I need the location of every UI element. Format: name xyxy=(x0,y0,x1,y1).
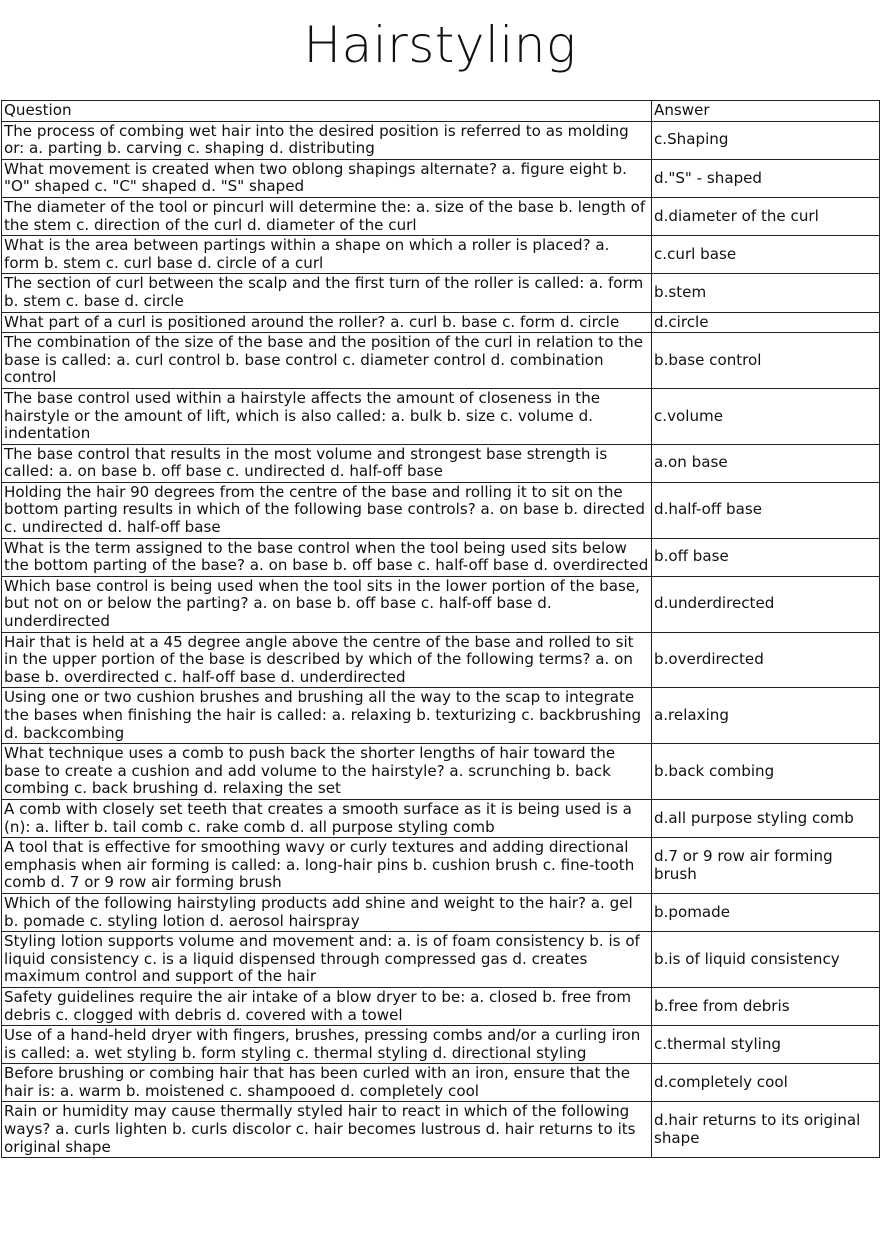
table-row xyxy=(2,1026,880,1064)
question-cell: What is the term assigned to the base control when the tool being used sits below the bottom parting of the base? a. on base b. off base c. half-off base d. overdirected xyxy=(2,538,652,576)
answer-cell: d.half-off base xyxy=(652,482,880,538)
answer-cell: d.hair returns to its original shape xyxy=(652,1102,880,1158)
answer-cell: b.free from debris xyxy=(652,987,880,1025)
table-row xyxy=(2,197,880,235)
answer-cell: d.7 or 9 row air forming brush xyxy=(652,838,880,894)
answer-cell: b.overdirected xyxy=(652,632,880,688)
answer-cell: b.base control xyxy=(652,333,880,389)
question-cell: What movement is created when two oblong shapings alternate? a. figure eight b. "O" shaped c. "C" shaped d. "S" shaped xyxy=(2,159,652,197)
qa-table-body xyxy=(2,121,880,1158)
answer-cell: d.completely cool xyxy=(652,1064,880,1102)
table-row xyxy=(2,838,880,894)
answer-cell: d.underdirected xyxy=(652,576,880,632)
question-cell: Safety guidelines require the air intake of a blow dryer to be: a. closed b. free from debris c. clogged with debris d. covered with a towel xyxy=(2,987,652,1025)
table-row xyxy=(2,444,880,482)
table-row xyxy=(2,987,880,1025)
answer-cell: b.pomade xyxy=(652,893,880,931)
table-row xyxy=(2,482,880,538)
question-cell: Rain or humidity may cause thermally styled hair to react in which of the following ways? a. curls lighten b. curls discolor c. hair becomes lustrous d. hair returns to its original shape xyxy=(2,1102,652,1158)
question-cell: A comb with closely set teeth that creates a smooth surface as it is being used is a (n): a. lifter b. tail comb c. rake comb d. all purpose styling comb xyxy=(2,799,652,837)
question-cell: Use of a hand-held dryer with fingers, brushes, pressing combs and/or a curling iron is called: a. wet styling b. form styling c. thermal styling d. directional styling xyxy=(2,1026,652,1064)
table-row xyxy=(2,121,880,159)
table-row xyxy=(2,333,880,389)
answer-cell: b.back combing xyxy=(652,744,880,800)
question-cell: The combination of the size of the base and the position of the curl in relation to the base is called: a. curl control b. base control c. diameter control d. combination control xyxy=(2,333,652,389)
table-header-row xyxy=(2,101,880,122)
answer-cell: a.on base xyxy=(652,444,880,482)
answer-cell: b.stem xyxy=(652,274,880,312)
answer-cell: a.relaxing xyxy=(652,688,880,744)
question-cell: Which base control is being used when the tool sits in the lower portion of the base, but not on or below the parting? a. on base b. off base c. half-off base d. underdirected xyxy=(2,576,652,632)
table-row xyxy=(2,688,880,744)
answer-cell: c.Shaping xyxy=(652,121,880,159)
question-cell: The base control that results in the most volume and strongest base strength is called: a. on base b. off base c. undirected d. half-off base xyxy=(2,444,652,482)
table-row xyxy=(2,538,880,576)
answer-cell: d."S" - shaped xyxy=(652,159,880,197)
table-row xyxy=(2,159,880,197)
question-cell: What technique uses a comb to push back the shorter lengths of hair toward the base to create a cushion and add volume to the hairstyle? a. scrunching b. back combing c. back brushing d. relaxing the set xyxy=(2,744,652,800)
question-cell: The process of combing wet hair into the desired position is referred to as molding or: a. parting b. carving c. shaping d. distributing xyxy=(2,121,652,159)
question-cell: Before brushing or combing hair that has been curled with an iron, ensure that the hair is: a. warm b. moistened c. shampooed d. completely cool xyxy=(2,1064,652,1102)
table-row xyxy=(2,744,880,800)
table-row xyxy=(2,799,880,837)
table-row xyxy=(2,388,880,444)
question-cell: Using one or two cushion brushes and brushing all the way to the scap to integrate the bases when finishing the hair is called: a. relaxing b. texturizing c. backbrushing d. backcombing xyxy=(2,688,652,744)
question-cell: Holding the hair 90 degrees from the centre of the base and rolling it to sit on the bottom parting results in which of the following base controls? a. on base b. directed c. undirected d. half-off base xyxy=(2,482,652,538)
question-column-header: Question xyxy=(2,101,652,122)
answer-cell: b.off base xyxy=(652,538,880,576)
table-row xyxy=(2,1102,880,1158)
question-cell: Hair that is held at a 45 degree angle above the centre of the base and rolled to sit in the upper portion of the base is described by which of the following terms? a. on base b. overdirected c. half-off base d. underdirected xyxy=(2,632,652,688)
qa-table xyxy=(1,100,880,1158)
question-cell: A tool that is effective for smoothing wavy or curly textures and adding directional emphasis when air forming is called: a. long-hair pins b. cushion brush c. fine-tooth comb d. 7 or 9 row air forming brush xyxy=(2,838,652,894)
answer-cell: d.all purpose styling comb xyxy=(652,799,880,837)
table-row xyxy=(2,576,880,632)
table-row xyxy=(2,632,880,688)
answer-cell: b.is of liquid consistency xyxy=(652,932,880,988)
page-title: Hairstyling xyxy=(303,16,577,74)
question-cell: Styling lotion supports volume and movement and: a. is of foam consistency b. is of liquid consistency c. is a liquid dispensed through compressed gas d. creates maximum control and support of the hair xyxy=(2,932,652,988)
table-row xyxy=(2,932,880,988)
question-cell: The section of curl between the scalp and the first turn of the roller is called: a. form b. stem c. base d. circle xyxy=(2,274,652,312)
table-row xyxy=(2,312,880,333)
question-cell: Which of the following hairstyling products add shine and weight to the hair? a. gel b. pomade c. styling lotion d. aerosol hairspray xyxy=(2,893,652,931)
answer-cell: d.diameter of the curl xyxy=(652,197,880,235)
answer-column-header: Answer xyxy=(652,101,880,122)
table-row xyxy=(2,893,880,931)
answer-cell: c.curl base xyxy=(652,236,880,274)
answer-cell: c.volume xyxy=(652,388,880,444)
question-cell: The diameter of the tool or pincurl will determine the: a. size of the base b. length of the stem c. direction of the curl d. diameter of the curl xyxy=(2,197,652,235)
table-row xyxy=(2,274,880,312)
question-cell: What part of a curl is positioned around the roller? a. curl b. base c. form d. circle xyxy=(2,312,652,333)
table-row xyxy=(2,236,880,274)
answer-cell: c.thermal styling xyxy=(652,1026,880,1064)
answer-cell: d.circle xyxy=(652,312,880,333)
table-row xyxy=(2,1064,880,1102)
question-cell: The base control used within a hairstyle affects the amount of closeness in the hairstyle or the amount of lift, which is also called: a. bulk b. size c. volume d. indentation xyxy=(2,388,652,444)
question-cell: What is the area between partings within a shape on which a roller is placed? a. form b. stem c. curl base d. circle of a curl xyxy=(2,236,652,274)
